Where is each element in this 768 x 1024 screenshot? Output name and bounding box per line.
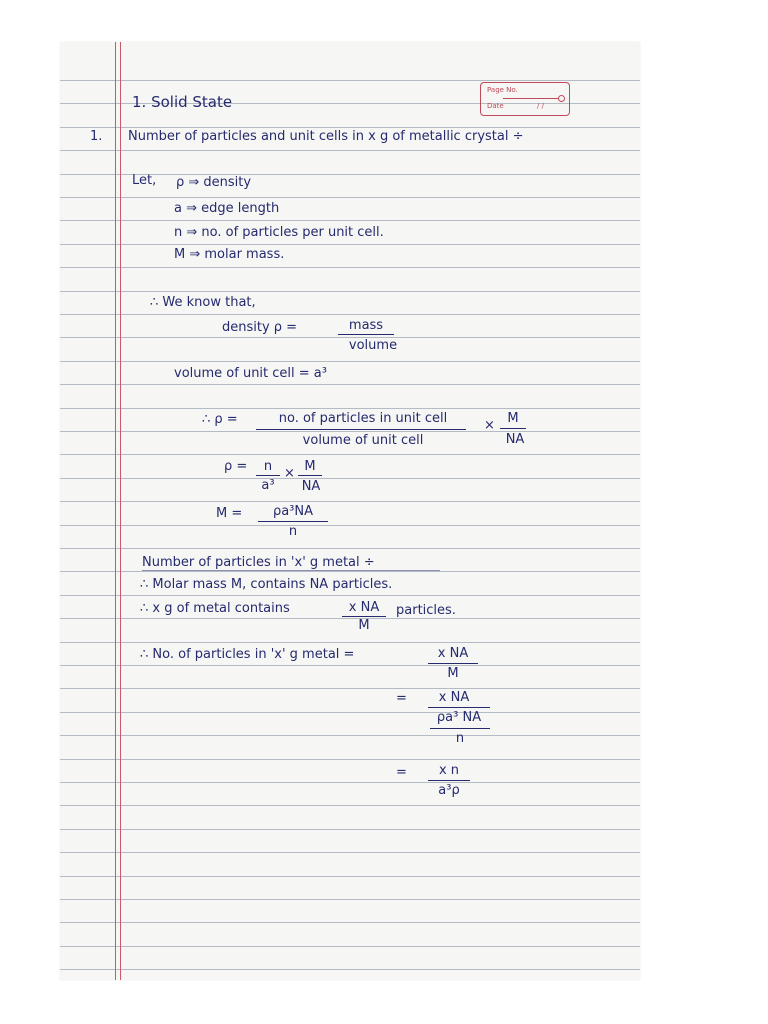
ruled-line [60, 431, 640, 432]
ruled-line [60, 220, 640, 221]
rho-eq1-numerator2: M [507, 411, 519, 426]
m-eq-denominator: n [288, 524, 298, 539]
rho-eq2-denominator2: NA [301, 479, 321, 494]
rho-eq1-denominator: volume of unit cell [302, 433, 424, 448]
xg-line-suffix: particles. [396, 603, 456, 618]
ruled-line [60, 501, 640, 502]
page-title: 1. Solid State [132, 93, 233, 111]
m-eq-lhs: M = [216, 506, 243, 521]
def-particles-per-cell: n ⇒ no. of particles per unit cell. [174, 225, 384, 240]
ruled-line [60, 759, 640, 760]
rho-eq2-numerator: n [263, 459, 273, 474]
ruled-line [60, 665, 640, 666]
date-label: Date [487, 102, 504, 110]
rho-eq1-fraction-bar2 [500, 428, 526, 429]
ruled-line [60, 712, 640, 713]
ruled-line [60, 548, 640, 549]
step2-denominator-top: ρa³ NA [436, 710, 482, 725]
page-no-label: Page No. [487, 86, 518, 94]
rho-eq2-lhs: ρ = [224, 459, 248, 474]
step2-denominator-bottom: n [455, 731, 465, 746]
ruled-line [60, 571, 640, 572]
ruled-line [60, 150, 640, 151]
molar-mass-line: ∴ Molar mass M, contains NA particles. [140, 577, 393, 592]
volume-equation: volume of unit cell = a³ [174, 366, 327, 381]
m-eq-numerator: ρa³NA [272, 504, 314, 519]
step2-fraction-bar [428, 707, 490, 708]
step3-equals: = [396, 765, 407, 780]
xg-line-prefix: ∴ x g of metal contains [140, 601, 290, 616]
step1-numerator: x NA [437, 646, 469, 661]
rho-eq1-numerator: no. of particles in unit cell [278, 411, 448, 426]
step1-denominator: M [447, 666, 459, 681]
def-molar-mass: M ⇒ molar mass. [174, 247, 285, 262]
ruled-line [60, 267, 640, 268]
item-number: 1. [90, 129, 103, 144]
rho-eq2-numerator2: M [304, 459, 316, 474]
ruled-line [60, 969, 640, 970]
ruled-line [60, 829, 640, 830]
density-lhs: density ρ = [222, 320, 298, 335]
rho-eq1-lhs: ∴ ρ = [202, 412, 238, 427]
section-heading: Number of particles and unit cells in x g of metallic crystal ÷ [128, 129, 524, 144]
rho-eq2-denominator: a³ [261, 478, 275, 493]
we-know-that: ∴ We know that, [150, 295, 256, 310]
rho-eq1-fraction-bar [256, 429, 466, 430]
xg-line-numerator: x NA [348, 600, 380, 615]
ruled-line [60, 197, 640, 198]
ruled-line [60, 782, 640, 783]
no-particles-lhs: ∴ No. of particles in 'x' g metal = [140, 647, 355, 662]
ruled-line [60, 852, 640, 853]
ruled-line [60, 642, 640, 643]
ruled-line [60, 454, 640, 455]
ruled-line [60, 80, 640, 81]
rho-eq2-fraction-bar2 [298, 475, 322, 476]
ruled-line [60, 384, 640, 385]
ruled-line [60, 314, 640, 315]
ruled-line [60, 361, 640, 362]
xg-line-fraction-bar [342, 616, 386, 617]
rho-eq2-fraction-bar [256, 475, 280, 476]
ruled-line [60, 525, 640, 526]
step2-equals: = [396, 691, 407, 706]
ruled-line [60, 244, 640, 245]
ruled-line [60, 946, 640, 947]
rho-eq1-times: × [484, 418, 495, 433]
rho-eq1-denominator2: NA [505, 432, 525, 447]
ruled-line [60, 291, 640, 292]
ruled-line [60, 478, 640, 479]
m-eq-fraction-bar [258, 521, 328, 522]
rho-eq2-times: × [284, 466, 295, 481]
step3-fraction-bar [428, 780, 470, 781]
particles-heading-underline [142, 570, 440, 571]
date-value: / / [537, 102, 544, 110]
ruled-line [60, 899, 640, 900]
ruled-line [60, 595, 640, 596]
def-edge-length: a ⇒ edge length [174, 201, 280, 216]
ruled-line [60, 876, 640, 877]
ruled-line [60, 735, 640, 736]
notebook-page [60, 42, 640, 980]
step1-fraction-bar [428, 663, 478, 664]
let-intro: Let, [132, 173, 157, 188]
xg-line-denominator: M [358, 618, 370, 633]
ruled-line [60, 805, 640, 806]
particles-heading: Number of particles in 'x' g metal ÷ [142, 555, 375, 570]
ruled-line [60, 688, 640, 689]
page-date-box [480, 82, 570, 116]
margin-line-right [120, 42, 121, 980]
step3-numerator: x n [438, 763, 460, 778]
page-no-line [503, 98, 559, 99]
step3-denominator: a³ρ [438, 783, 460, 798]
ruled-line [60, 922, 640, 923]
margin-line-left [115, 42, 116, 980]
step2-inner-fraction-bar [430, 728, 490, 729]
density-fraction-bar [338, 334, 394, 335]
def-density: ρ ⇒ density [176, 175, 252, 190]
ruled-line [60, 127, 640, 128]
ruled-line [60, 408, 640, 409]
density-denominator: volume [348, 338, 398, 353]
step2-numerator: x NA [438, 690, 470, 705]
density-numerator: mass [348, 318, 384, 333]
page-box-circle-icon [558, 95, 565, 102]
